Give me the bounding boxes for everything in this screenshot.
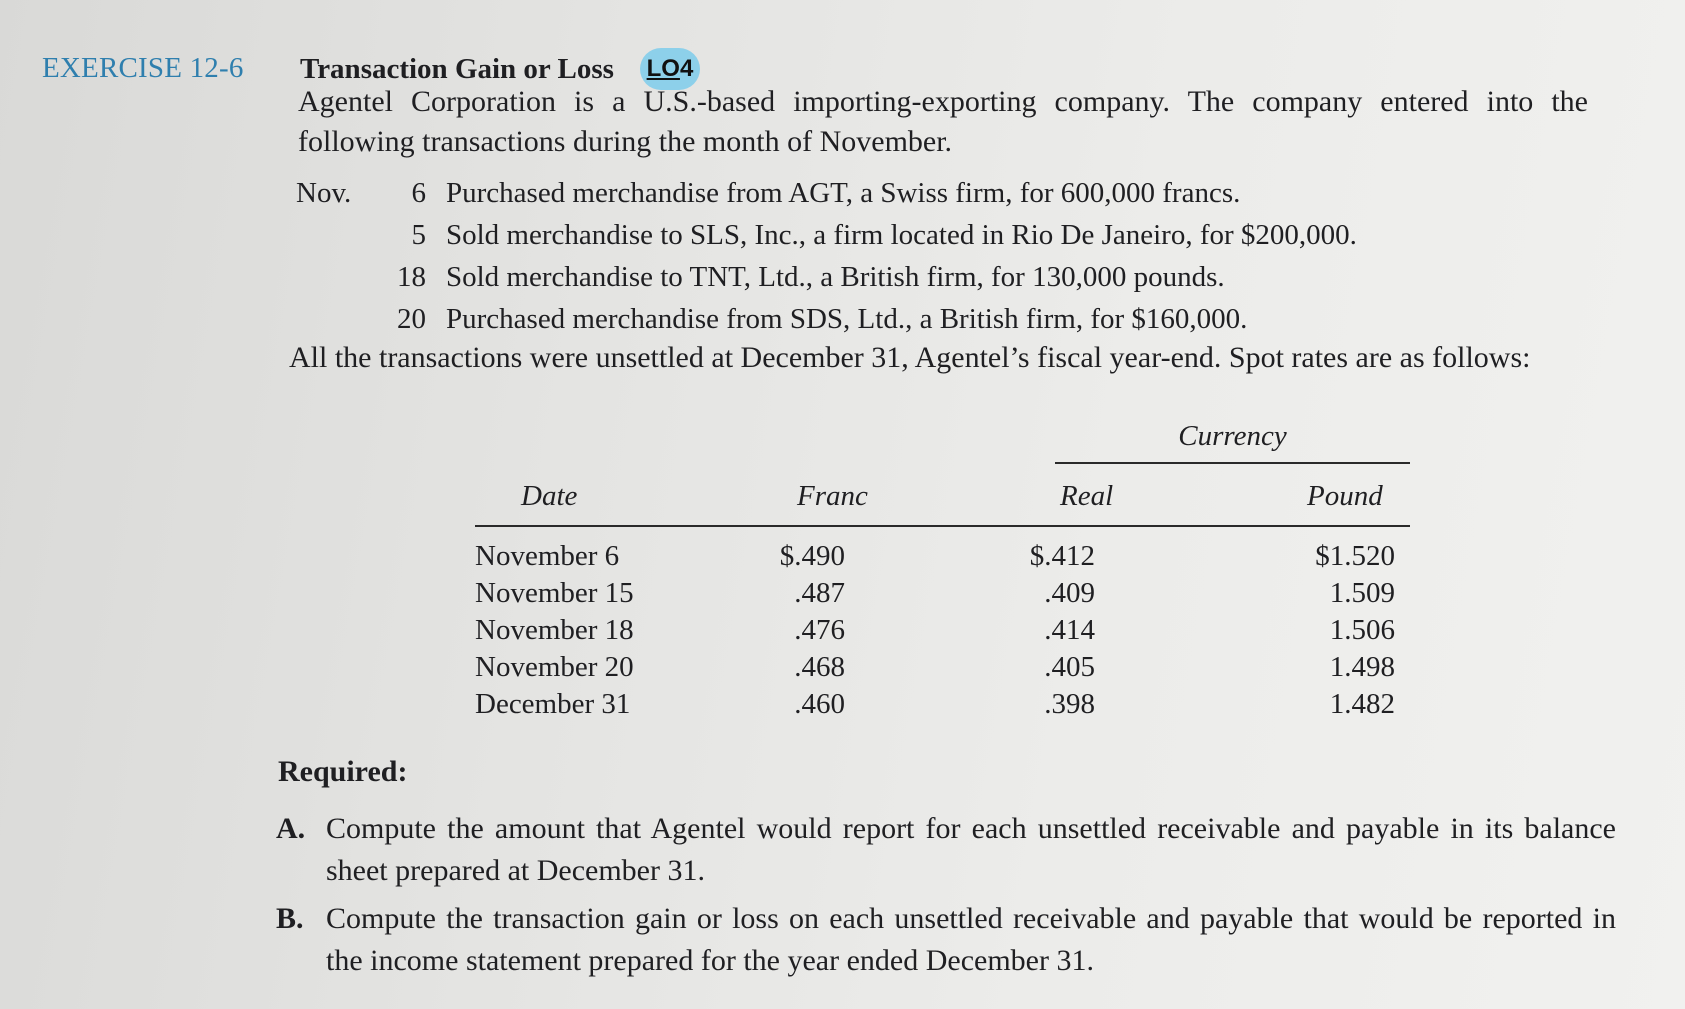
cell-pound: 1.482 [1329, 688, 1395, 720]
required-heading: Required: [278, 755, 408, 788]
transaction-day: 6 [411, 177, 426, 209]
transaction-list [296, 172, 1357, 340]
table-row [475, 577, 1410, 614]
column-header-real: Real [1060, 480, 1114, 512]
cell-date: November 20 [475, 651, 634, 683]
required-text: Compute the amount that Agentel would report for each unsettled receivable and payable in its balance sheet prepared at December 31. [326, 812, 1616, 887]
exercise-label: EXERCISE 12-6 [42, 52, 244, 84]
table-row [475, 688, 1410, 725]
table-row [475, 651, 1410, 688]
column-header-pound: Pound [1307, 480, 1383, 512]
required-letter: A. [276, 812, 306, 845]
cell-pound: $1.520 [1315, 540, 1395, 572]
column-header-date: Date [521, 480, 578, 512]
column-header-franc: Franc [797, 480, 868, 512]
required-item-b [276, 898, 1616, 982]
currency-group-header: Currency [1178, 420, 1287, 452]
cell-date: November 6 [475, 540, 620, 572]
lo-number: 4 [679, 55, 694, 82]
cell-date: November 15 [475, 577, 634, 609]
cell-franc: .476 [794, 614, 845, 646]
cell-franc: .468 [794, 651, 845, 683]
table-row [475, 614, 1410, 651]
cell-real: $.412 [1029, 540, 1095, 572]
transaction-month: Nov. [296, 177, 352, 209]
transaction-day: 18 [397, 261, 426, 293]
cell-pound: 1.506 [1329, 614, 1395, 646]
required-item-a [276, 808, 1616, 892]
cell-real: .409 [1044, 577, 1095, 609]
cell-pound: 1.509 [1329, 577, 1395, 609]
exercise-title: Transaction Gain or Loss [300, 52, 614, 85]
transaction-description: Sold merchandise to SLS, Inc., a firm located in Rio De Janeiro, for $200,000. [446, 219, 1357, 251]
transaction-row [296, 214, 1357, 256]
transaction-description: Sold merchandise to TNT, Ltd., a British firm, for 130,000 pounds. [446, 261, 1225, 293]
header-rule [475, 525, 1410, 527]
table-row [475, 540, 1410, 577]
required-text: Compute the transaction gain or loss on each unsettled receivable and payable that would be reported in the income statement prepared for the year ended December 31. [326, 902, 1616, 977]
spot-rates-paragraph: All the transactions were unsettled at December 31, Agentel’s fiscal year-end. Spot rates are as follows: [289, 341, 1531, 374]
transaction-row [296, 298, 1357, 340]
cell-real: .405 [1044, 651, 1095, 683]
cell-franc: $.490 [779, 540, 845, 572]
transaction-day: 5 [411, 219, 426, 251]
transaction-day: 20 [397, 303, 426, 335]
cell-date: November 18 [475, 614, 634, 646]
required-letter: B. [276, 902, 304, 935]
lo-prefix: LO [646, 55, 680, 82]
cell-franc: .460 [794, 688, 845, 720]
transaction-row [296, 256, 1357, 298]
transaction-description: Purchased merchandise from AGT, a Swiss firm, for 600,000 francs. [446, 177, 1241, 209]
cell-pound: 1.498 [1329, 651, 1395, 683]
transaction-description: Purchased merchandise from SDS, Ltd., a British firm, for $160,000. [446, 303, 1248, 335]
intro-paragraph: Agentel Corporation is a U.S.-based importing-exporting company. The company entered into the following transactions during the month of November. [298, 85, 1588, 158]
cell-real: .398 [1044, 688, 1095, 720]
spot-rates-table [475, 410, 1415, 730]
transaction-row [296, 172, 1357, 214]
cell-franc: .487 [794, 577, 845, 609]
cell-real: .414 [1044, 614, 1095, 646]
currency-rule [1055, 462, 1410, 464]
cell-date: December 31 [475, 688, 631, 720]
